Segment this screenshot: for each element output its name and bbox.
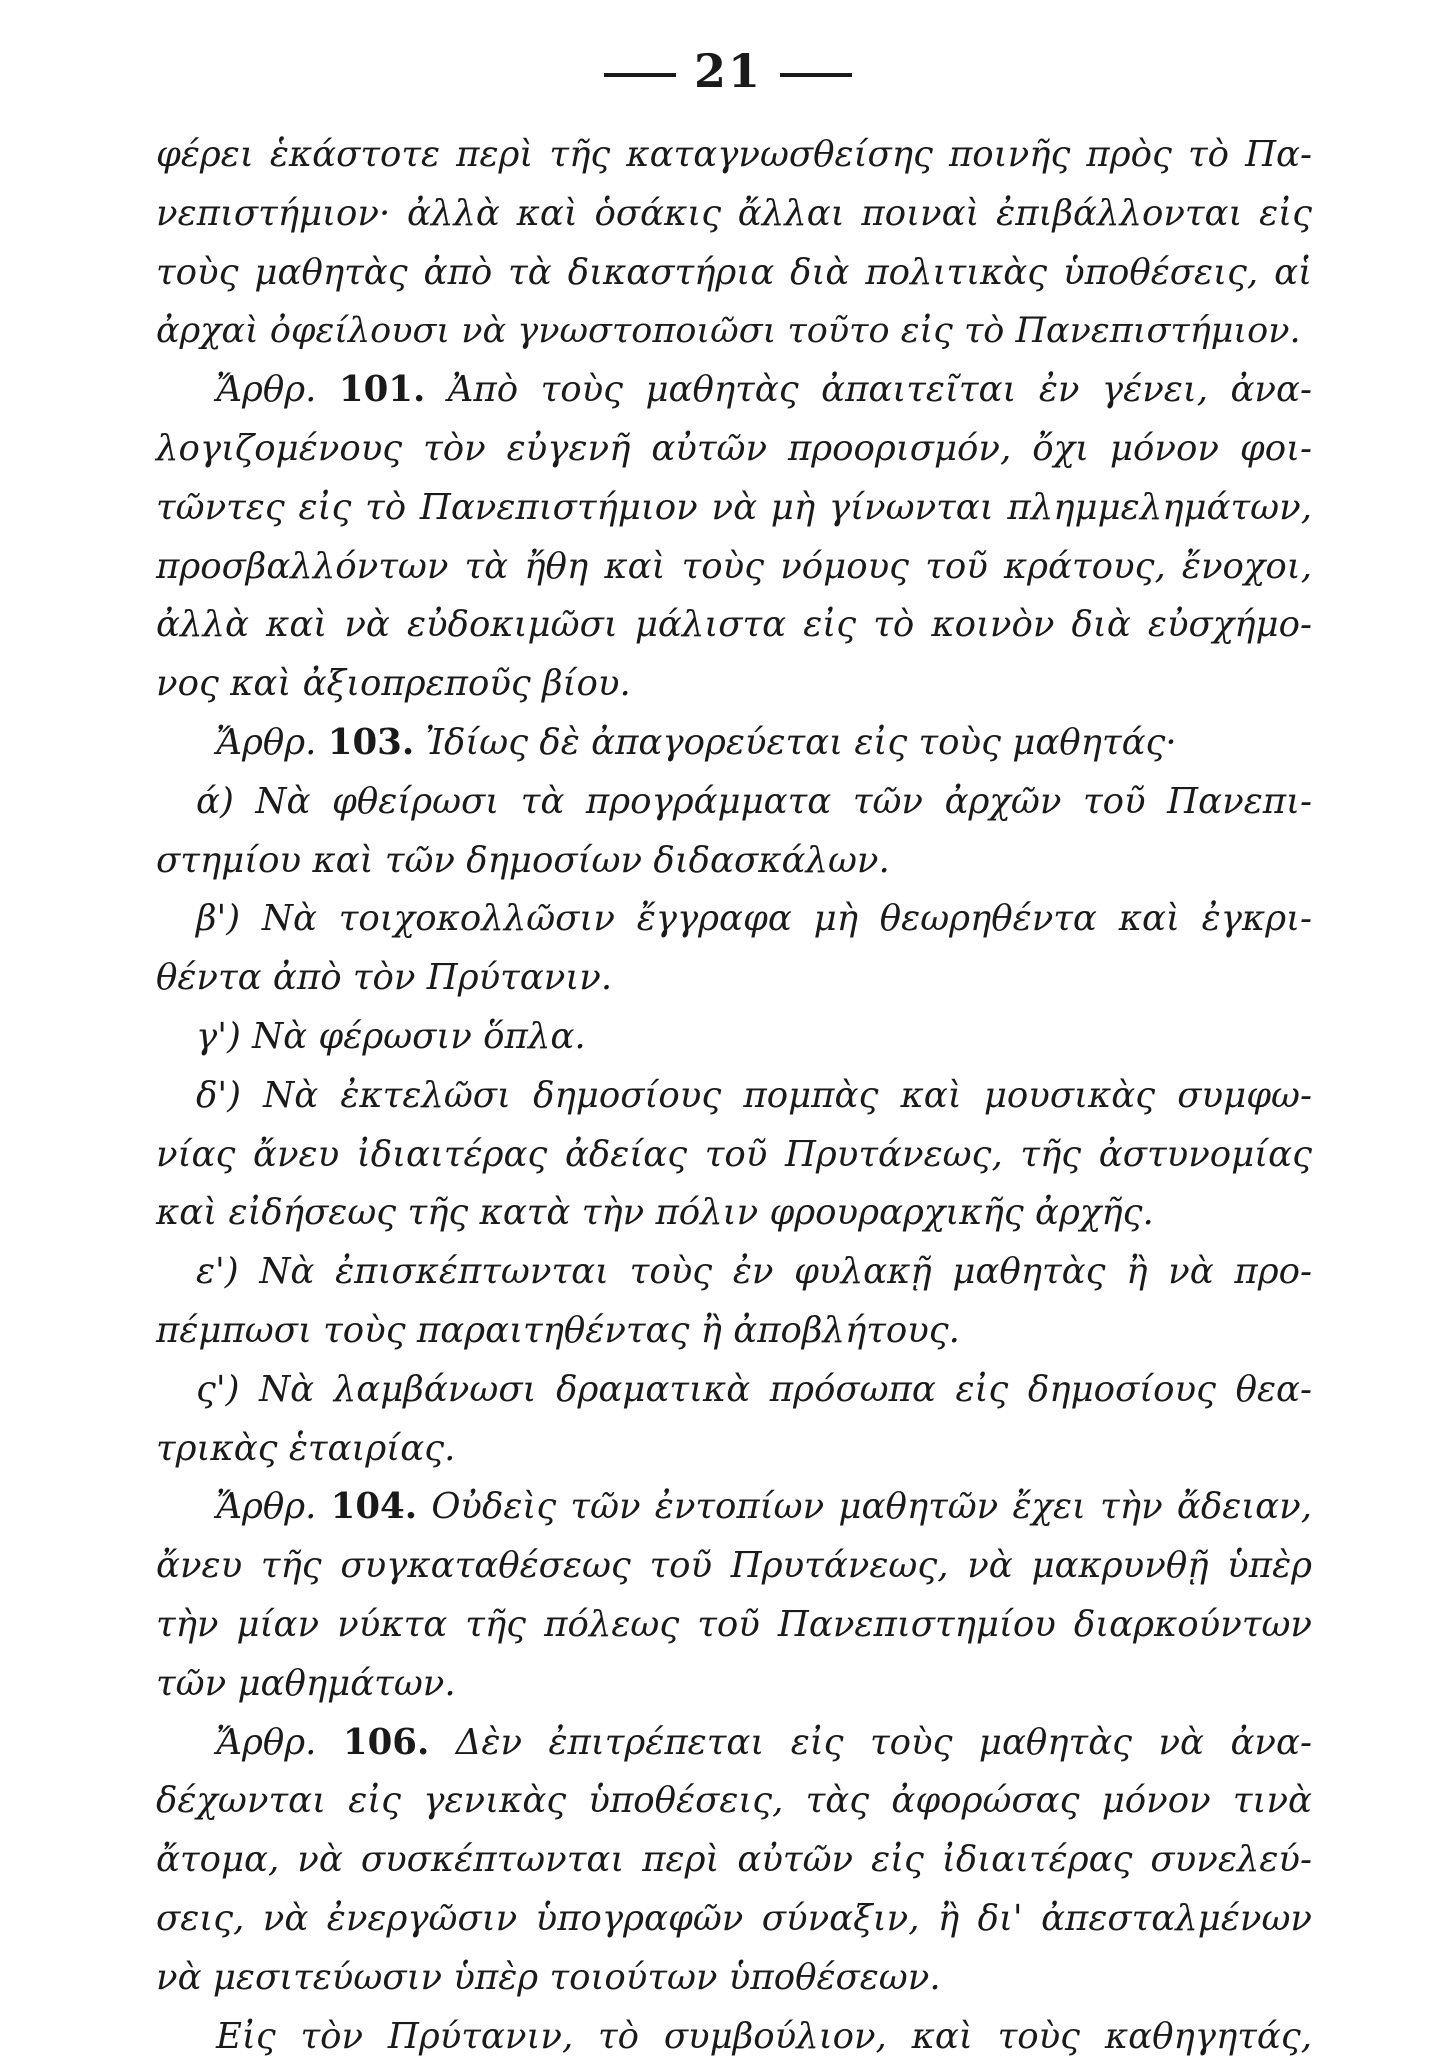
text-line: [156, 1067, 1312, 1126]
line-text: τρικὰς ἑταιρίας.: [156, 1427, 456, 1469]
text-line: [156, 1361, 1312, 1420]
line-text: θέντα ἀπὸ τὸν Πρύτανιν.: [156, 957, 613, 999]
line-text: δ') Νὰ ἐκτελῶσι δημοσίους πομπὰς καὶ μουσικὰς συμφω-: [196, 1074, 1312, 1116]
page-number-dash-left: [604, 73, 676, 77]
text-line: [156, 949, 1312, 1008]
article-prefix: Ἄρθρ.: [216, 1721, 343, 1763]
line-text: ε') Νὰ ἐπισκέπτωνται τοὺς ἐν φυλακῇ μαθητὰς ἢ νὰ προ-: [196, 1251, 1312, 1293]
line-text: στημίου καὶ τῶν δημοσίων διδασκάλων.: [156, 839, 890, 881]
line-text: τῶντες εἰς τὸ Πανεπιστήμιον νὰ μὴ γίνωνται πλημμελημάτων,: [156, 486, 1312, 528]
text-line: [156, 1949, 1312, 2008]
line-text: νὰ μεσιτεύωσιν ὑπὲρ τοιούτων ὑποθέσεων.: [156, 1956, 941, 1998]
article-prefix: Ἄρθρ.: [216, 369, 339, 411]
line-text: καὶ εἰδήσεως τῆς κατὰ τὴν πόλιν φρουραρχικῆς ἀρχῆς.: [156, 1192, 1154, 1234]
page-number: [0, 44, 1456, 98]
page-number-dash-right: [780, 73, 852, 77]
line-text: νίας ἄνευ ἰδιαιτέρας ἀδείας τοῦ Πρυτάνεως, τῆς ἀστυνομίας: [156, 1133, 1312, 1175]
text-line: [156, 1772, 1312, 1831]
text-line: [156, 185, 1312, 244]
line-text: πέμπωσι τοὺς παραιτηθέντας ἢ ἀποβλήτους.: [156, 1309, 960, 1351]
text-line: [156, 714, 1312, 773]
line-text: τὴν μίαν νύκτα τῆς πόλεως τοῦ Πανεπιστημίου διαρκούντων: [156, 1603, 1312, 1645]
line-text: ἄτομα, νὰ συσκέπτωνται περὶ αὐτῶν εἰς ἰδιαιτέρας συνελεύ-: [156, 1839, 1312, 1881]
line-text: φέρει ἑκάστοτε περὶ τῆς καταγνωσθείσης ποινῆς πρὸς τὸ Πα-: [156, 134, 1312, 175]
text-line: [156, 1420, 1312, 1479]
line-text: Δὲν ἐπιτρέπεται εἰς τοὺς μαθητὰς νὰ ἀνα-: [455, 1721, 1312, 1763]
line-text: ἀλλὰ καὶ νὰ εὐδοκιμῶσι μάλιστα εἰς τὸ κοινὸν διὰ εὐσχήμο-: [156, 604, 1312, 646]
line-text: γ') Νὰ φέρωσιν ὅπλα.: [196, 1015, 586, 1057]
text-line: [156, 479, 1312, 538]
line-text: τοὺς μαθητὰς ἀπὸ τὰ δικαστήρια διὰ πολιτικὰς ὑποθέσεις, αἱ: [156, 251, 1312, 293]
line-text: Οὐδεὶς τῶν ἐντοπίων μαθητῶν ἔχει τὴν ἄδειαν,: [431, 1486, 1312, 1528]
text-line: [156, 1184, 1312, 1243]
text-line: [156, 538, 1312, 597]
line-text: ἄνευ τῆς συγκαταθέσεως τοῦ Πρυτάνεως, νὰ μακρυνθῇ ὑπὲρ: [156, 1545, 1312, 1587]
line-text: ἀρχαὶ ὀφείλουσι νὰ γνωστοποιῶσι τοῦτο εἰς τὸ Πανεπιστήμιον.: [156, 311, 1301, 352]
article-prefix: Ἄρθρ.: [216, 1486, 331, 1528]
text-line: [156, 1714, 1312, 1773]
line-text: Εἰς τὸν Πρύτανιν, τὸ συμβούλιον, καὶ τοὺς καθηγητάς,: [216, 2015, 1312, 2057]
text-line: [156, 244, 1312, 303]
line-text: Ἀπὸ τοὺς μαθητὰς ἀπαιτεῖται ἐν γένει, ἀνα-: [447, 369, 1312, 411]
text-line: [156, 361, 1312, 420]
line-text: λογιζομένους τὸν εὐγενῆ αὐτῶν προορισμόν, ὄχι μόνον φοι-: [156, 427, 1312, 469]
article-number: 106.: [342, 1721, 430, 1763]
line-text: β') Νὰ τοιχοκολλῶσιν ἔγγραφα μὴ θεωρηθέντα καὶ ἐγκρι-: [196, 898, 1312, 940]
text-line: [156, 596, 1312, 655]
text-line: [156, 302, 1312, 361]
article-number: 101.: [338, 369, 426, 411]
text-line: [156, 1596, 1312, 1655]
line-text: ς') Νὰ λαμβάνωσι δραματικὰ πρόσωπα εἰς δημοσίους θεα-: [196, 1368, 1312, 1410]
text-line: [156, 1302, 1312, 1361]
article-prefix: Ἄρθρ.: [216, 721, 328, 763]
line-text: Ἰδίως δὲ ἀπαγορεύεται εἰς τοὺς μαθητάς·: [425, 721, 1177, 763]
article-number: 103.: [327, 721, 415, 763]
text-line: [156, 1126, 1312, 1185]
text-line: [156, 1008, 1312, 1067]
line-text: νος καὶ ἀξιοπρεποῦς βίου.: [156, 663, 631, 705]
line-text: δέχωνται εἰς γενικὰς ὑποθέσεις, τὰς ἀφορώσας μόνον τινὰ: [156, 1780, 1312, 1822]
text-line: [156, 1478, 1312, 1537]
line-text: τῶν μαθημάτων.: [156, 1662, 456, 1704]
text-line: [156, 1831, 1312, 1890]
text-line: [156, 773, 1312, 832]
line-text: προσβαλλόντων τὰ ἤθη καὶ τοὺς νόμους τοῦ κράτους, ἔνοχοι,: [156, 545, 1312, 587]
line-text: νεπιστήμιον· ἀλλὰ καὶ ὁσάκις ἄλλαι ποιναὶ ἐπιβάλλονται εἰς: [156, 192, 1312, 234]
body-text: [156, 126, 1312, 2066]
page-number-value: 21: [693, 44, 762, 98]
text-line: [156, 2008, 1312, 2066]
text-line: [156, 832, 1312, 891]
line-text: σεις, νὰ ἐνεργῶσιν ὑπογραφῶν σύναξιν, ἢ δι' ἀπεσταλμένων: [156, 1897, 1312, 1939]
text-line: [156, 890, 1312, 949]
text-line: [156, 126, 1312, 185]
text-line: [156, 1537, 1312, 1596]
text-line: [156, 655, 1312, 714]
text-line: [156, 1243, 1312, 1302]
text-line: [156, 420, 1312, 479]
text-line: [156, 1655, 1312, 1714]
line-text: ά) Νὰ φθείρωσι τὰ προγράμματα τῶν ἀρχῶν τοῦ Πανεπι-: [196, 780, 1312, 822]
article-number: 104.: [330, 1486, 418, 1528]
text-line: [156, 1890, 1312, 1949]
